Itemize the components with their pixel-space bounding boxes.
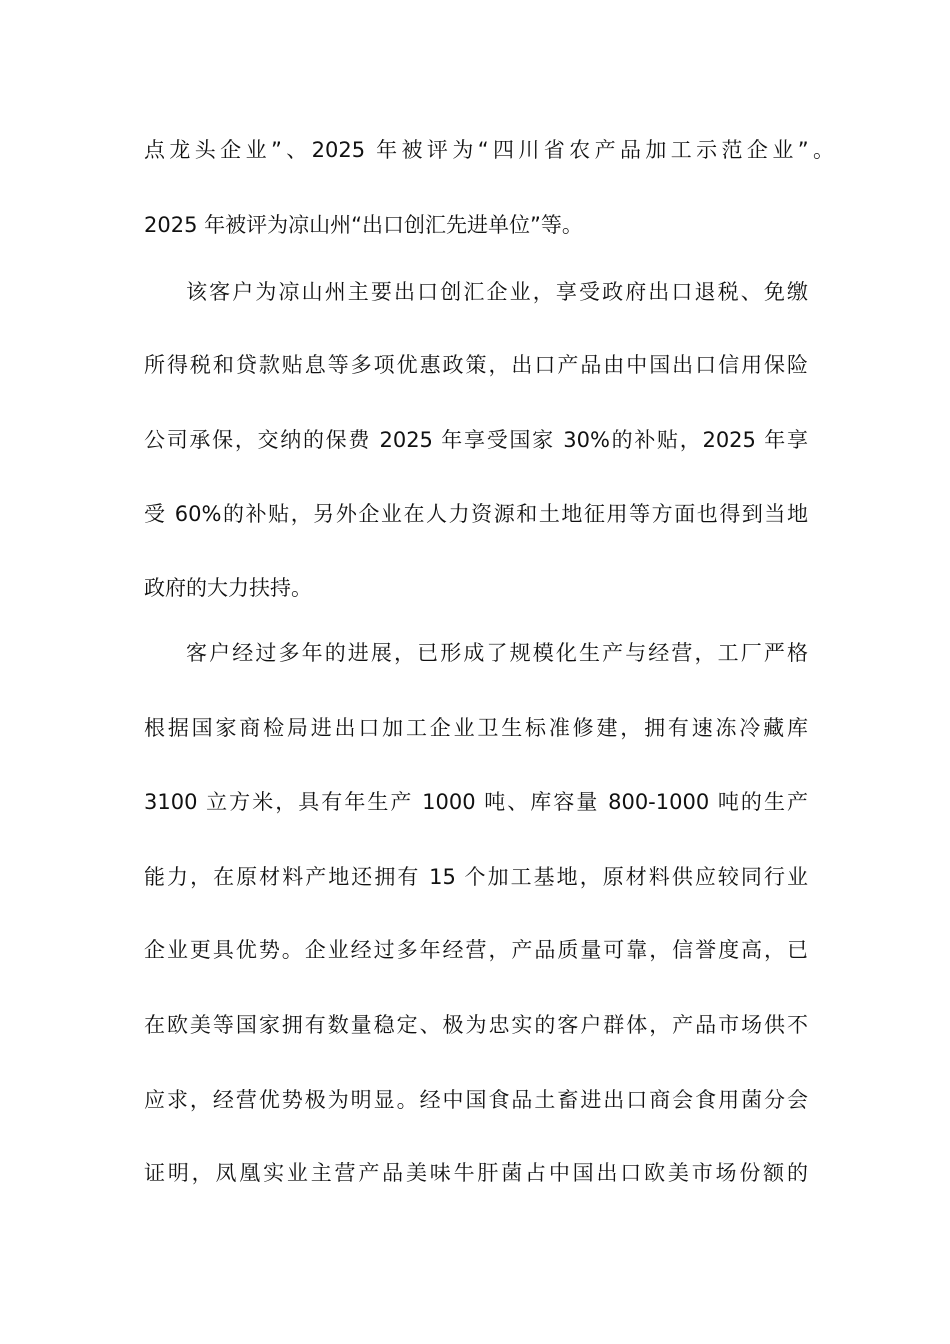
text-line: 在欧美等国家拥有数量稳定、极为忠实的客户群体，产品市场供不	[144, 1013, 808, 1037]
text-line: 点龙头企业”、2025 年被评为“四川省农产品加工示范企业”。	[144, 138, 834, 162]
text-line: 根据国家商检局进出口加工企业卫生标准修建，拥有速冻冷藏库	[144, 716, 808, 740]
text-line: 企业更具优势。企业经过多年经营，产品质量可靠，信誉度高，已	[144, 938, 808, 962]
text-line: 公司承保，交纳的保费 2025 年享受国家 30%的补贴，2025 年享	[144, 428, 808, 452]
paragraph-first-line: 该客户为凉山州主要出口创汇企业，享受政府出口退税、免缴	[186, 280, 808, 304]
text-line: 证明，凤凰实业主营产品美味牛肝菌占中国出口欧美市场份额的	[144, 1161, 808, 1185]
text-line: 所得税和贷款贴息等多项优惠政策，出口产品由中国出口信用保险	[144, 353, 808, 377]
text-line: 能力，在原材料产地还拥有 15 个加工基地，原材料供应较同行业	[144, 865, 808, 889]
text-line: 应求，经营优势极为明显。经中国食品土畜进出口商会食用菌分会	[144, 1088, 808, 1112]
paragraph-first-line: 客户经过多年的进展，已形成了规模化生产与经营，工厂严格	[186, 641, 808, 665]
text-line: 政府的大力扶持。	[144, 576, 312, 600]
text-line: 3100 立方米，具有年生产 1000 吨、库容量 800-1000 吨的生产	[144, 790, 808, 814]
text-line: 受 60%的补贴，另外企业在人力资源和土地征用等方面也得到当地	[144, 502, 808, 526]
text-line: 2025 年被评为凉山州“出口创汇先进单位”等。	[144, 213, 583, 237]
